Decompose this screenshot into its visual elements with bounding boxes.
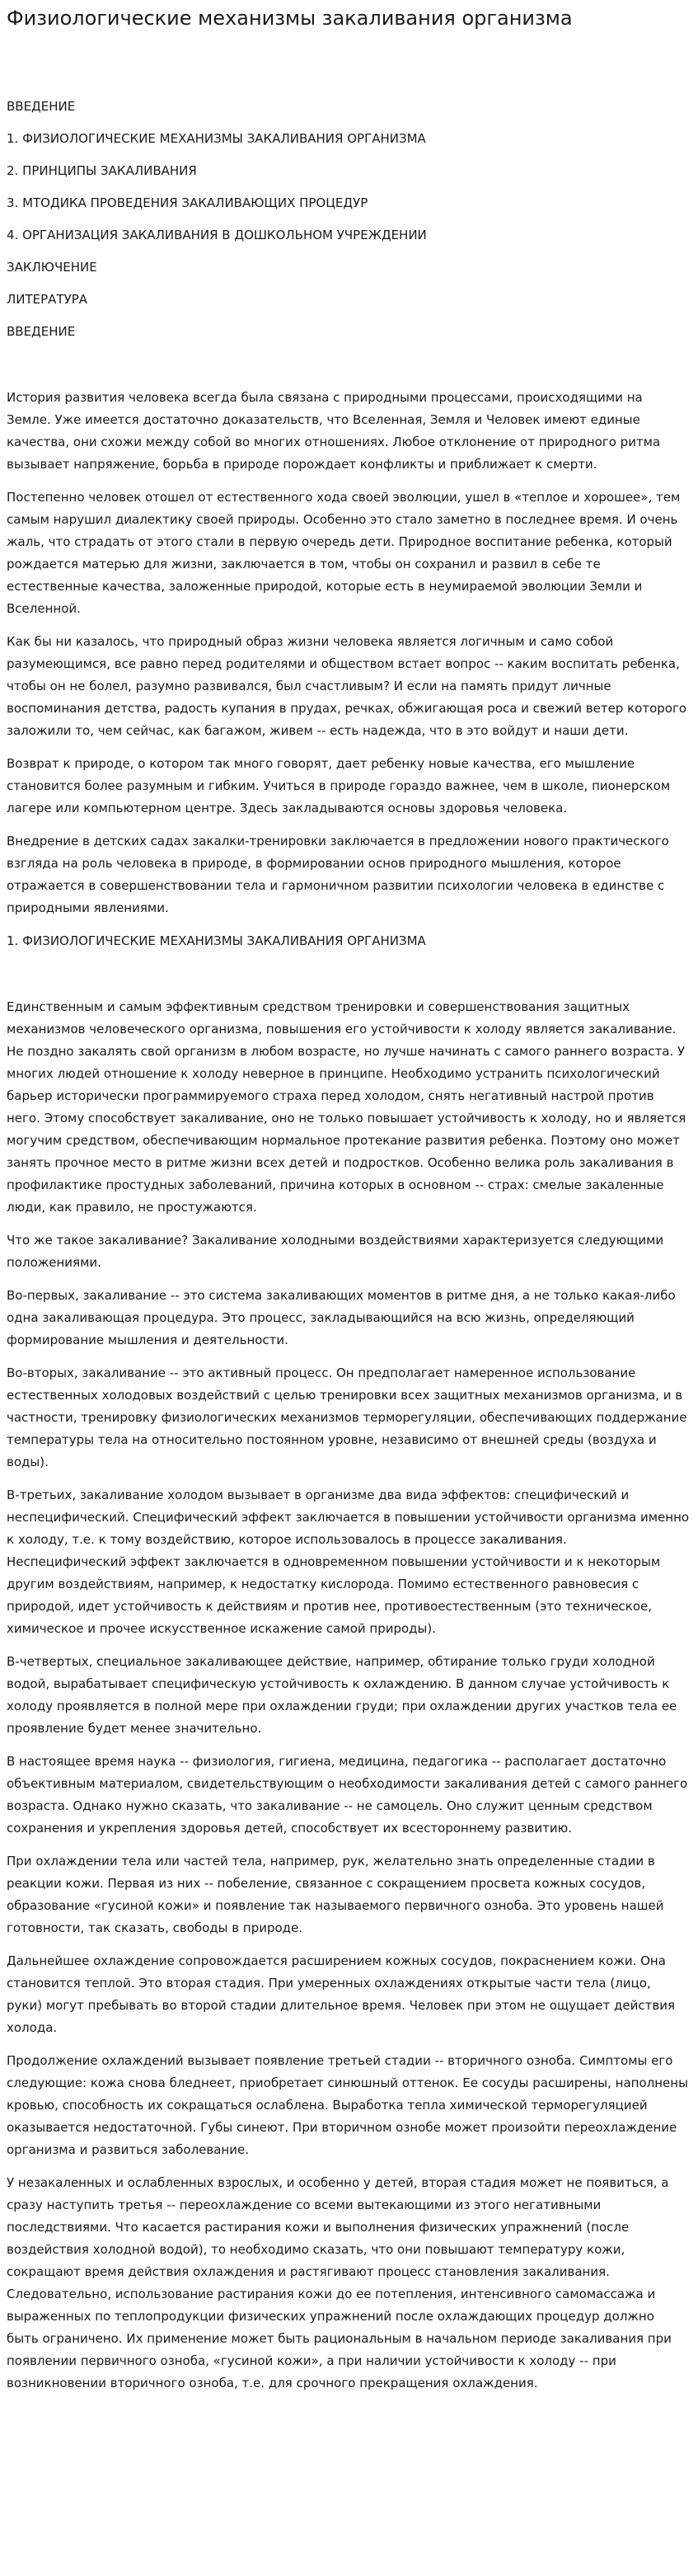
paragraph: Во-первых, закаливание -- это система закаливающих моментов в ритме дня, а не только какая-либо одна закаливающая процедура. Это процесс, закладывающийся на всю жизнь, определяющий формирование мышления и деятельности. bbox=[7, 1288, 676, 1347]
section-1-heading: 1. ФИЗИОЛОГИЧЕСКИЕ МЕХАНИЗМЫ ЗАКАЛИВАНИЯ ОРГАНИЗМА bbox=[7, 933, 426, 948]
paragraph: При охлаждении тела или частей тела, например, рук, желательно знать определенные стадии в реакции кожи. Первая из них -- побеление, связанное с сокращением просвета кожных сосудов, образование «гусиной кожи» и появление так называемого первичного озноба. Это уровень нашей готовности, так сказать, свободы в природе. bbox=[7, 1854, 664, 1935]
page-title: Физиологические механизмы закаливания организма bbox=[7, 7, 573, 30]
paragraph: Как бы ни казалось, что природный образ жизни человека является логичным и само собой разумеющимся, все равно перед родителями и обществом встает вопрос -- каким воспитать ребенка, чтобы он не болел, разумно развивался, был счастливым? И если на память придут личные воспоминания детства, радость купания в прудах, речках, обжигающая роса и свежий ветер которого заложили то, чем сейчас, как багажом, живем -- есть надежда, что в это войдут и наши дети. bbox=[7, 634, 687, 738]
paragraph: Продолжение охлаждений вызывает появление третьей стадии -- вторичного озноба. Симптомы его следующие: кожа снова бледнеет, приобретает синюшный оттенок. Ее сосуды расширены, наполнены кровью, способность их сокращаться ослаблена. Выработка тепла химической терморегуляцией оказывается недостаточной. Губы синеют. При вторичном ознобе может произойти переохлаждение организма и развиться заболевание. bbox=[7, 2053, 688, 2157]
paragraph: История развития человека всегда была связана с природными процессами, происходящими на Земле. Уже имеется достаточно доказательств, что Вселенная, Земля и Человек имеют единые качества, они схожи между собой во многих отношениях. Любое отклонение от природного ритма вызывает напряжение, борьба в природе порождает конфликты и приближает к смерти. bbox=[7, 390, 661, 472]
paragraph: Постепенно человек отошел от естественного хода своей эволюции, ушел в «теплое и хорошее», тем самым нарушил диалектику своей природы. Особенно это стало заметно в последнее время. И очень жаль, что страдать от этого стали в первую очередь дети. Природное воспитание ребенка, который рождается матерью для жизни, заключается в том, чтобы он сохранил и развил в себе те естественные качества, заложенные природой, которые есть в неумираемой эволюции Земли и Вселенной. bbox=[7, 490, 681, 616]
section-1 bbox=[7, 996, 690, 2395]
paragraph: В настоящее время наука -- физиология, гигиена, медицина, педагогика -- располагает достаточно объективным материалом, свидетельствующим о необходимости закаливания детей с самого раннего возраста. Однако нужно сказать, что закаливание -- не самоцель. Оно служит ценным средством сохранения и укрепления здоровья детей, способствует их всестороннему развитию. bbox=[7, 1754, 688, 1836]
toc-item-intro: ВВЕДЕНИЕ bbox=[7, 99, 76, 114]
intro-heading: ВВЕДЕНИЕ bbox=[7, 324, 76, 339]
paragraph: В-четвертых, специальное закаливающее действие, например, обтирание только груди холодной водой, вырабатывает специфическую устойчивость к охлаждению. В данном случае устойчивость к холоду проявляется в полной мере при охлаждении груди; при охлаждении других участков тела ее проявление будет менее значительно. bbox=[7, 1654, 677, 1736]
toc-item-section-3: 3. МТОДИКА ПРОВЕДЕНИЯ ЗАКАЛИВАЮЩИХ ПРОЦЕДУР bbox=[7, 195, 368, 210]
paragraph: Во-вторых, закаливание -- это активный процесс. Он предполагает намеренное использование естественных холодовых воздействий с целью тренировки всех защитных механизмов организма, и в частности, тренировку физиологических механизмов терморегуляции, обеспечивающих поддержание температуры тела на относительно постоянном уровне, независимо от внешней среды (воздуха и воды). bbox=[7, 1366, 687, 1469]
paragraph: Единственным и самым эффективным средством тренировки и совершенствования защитных механизмов человеческого организма, повышения его устойчивости к холоду является закаливание. Не поздно закалять свой организм в любом возрасте, но лучше начинать с самого раннего возраста. У многих людей отношение к холоду неверное в принципе. Необходимо устранить психологический барьер исторически программируемого страха перед холодом, снять негативный настрой против него. Этому способствует закаливание, оно не только повышает устойчивость к холоду, но и является могучим средством, обеспечивающим нормальное протекание развития ребенка. Поэтому оно может занять прочное место в ритме жизни всех детей и подростков. Особенно велика роль закаливания в профилактике простудных заболеваний, причина которых в основном -- страх: смелые закаленные люди, как правило, не простужаются. bbox=[7, 999, 686, 1215]
toc-item-literature: ЛИТЕРАТУРА bbox=[7, 292, 88, 307]
toc-item-section-4: 4. ОРГАНИЗАЦИЯ ЗАКАЛИВАНИЯ В ДОШКОЛЬНОМ УЧРЕЖДЕНИИ bbox=[7, 228, 427, 242]
table-of-contents bbox=[7, 96, 690, 311]
paragraph: Внедрение в детских садах закалки-тренировки заключается в предложении нового практического взгляда на роль человека в природе, в формировании основ природного мышления, которое отражается в совершенствовании тела и гармоничном развитии психологии человека в единстве с природными явлениями. bbox=[7, 834, 669, 915]
paragraph: Возврат к природе, о котором так много говорят, дает ребенку новые качества, его мышление становится более разумным и гибким. Учиться в природе гораздо важнее, чем в школе, пионерском лагере или компьютерном центре. Здесь закладываются основы здоровья человека. bbox=[7, 756, 671, 816]
toc-item-section-1: 1. ФИЗИОЛОГИЧЕСКИЕ МЕХАНИЗМЫ ЗАКАЛИВАНИЯ ОРГАНИЗМА bbox=[7, 131, 426, 146]
intro-section bbox=[7, 387, 690, 919]
paragraph: У незакаленных и ослабленных взрослых, и особенно у детей, вторая стадия может не появиться, а сразу наступить третья -- переохлаждение со всеми вытекающими из этого негативными последствиями. Что касается растирания кожи и выполнения физических упражнений (после воздействия холодной водой), то необходимо сказать, что они повышают температуру кожи, сокращают время действия охлаждения и растягивают процесс становления закаливания. Следовательно, использование растирания кожи до ее потепления, интенсивного самомассажа и выраженных по теплопродукции физических упражнений после охлаждающих процедур должно быть ограничено. Их применение может быть рациональным в начальном периоде закаливания при появлении первичного озноба, «гусиной кожи», а при наличии устойчивости к холоду -- при возникновении вторичного озноба, т.е. для срочного прекращения охлаждения. bbox=[7, 2175, 672, 2390]
toc-item-section-2: 2. ПРИНЦИПЫ ЗАКАЛИВАНИЯ bbox=[7, 163, 197, 178]
paragraph: Дальнейшее охлаждение сопровождается расширением кожных сосудов, покраснением кожи. Она становится теплой. Это вторая стадия. При умеренных охлаждениях открытые части тела (лицо, руки) могут пребывать во второй стадии длительное время. Человек при этом не ощущает действия холода. bbox=[7, 1953, 675, 2035]
paragraph: Что же такое закаливание? Закаливание холодными воздействиями характеризуется следующими положениями. bbox=[7, 1233, 664, 1270]
toc-item-conclusion: ЗАКЛЮЧЕНИЕ bbox=[7, 260, 97, 275]
paragraph: В-третьих, закаливание холодом вызывает в организме два вида эффектов: специфический и неспецифический. Специфический эффект заключается в повышении устойчивости организма именно к холоду, т.е. к тому воздействию, которое использовалось в процессе закаливания. Неспецифический эффект заключается в одновременном повышении устойчивости и к некоторым другим воздействиям, например, к недостатку кислорода. Помимо естественного равновесия с природой, идет устойчивость к действиям и против нее, противоестественным (это техническое, химическое и прочее искусственное искажение самой природы). bbox=[7, 1488, 690, 1636]
